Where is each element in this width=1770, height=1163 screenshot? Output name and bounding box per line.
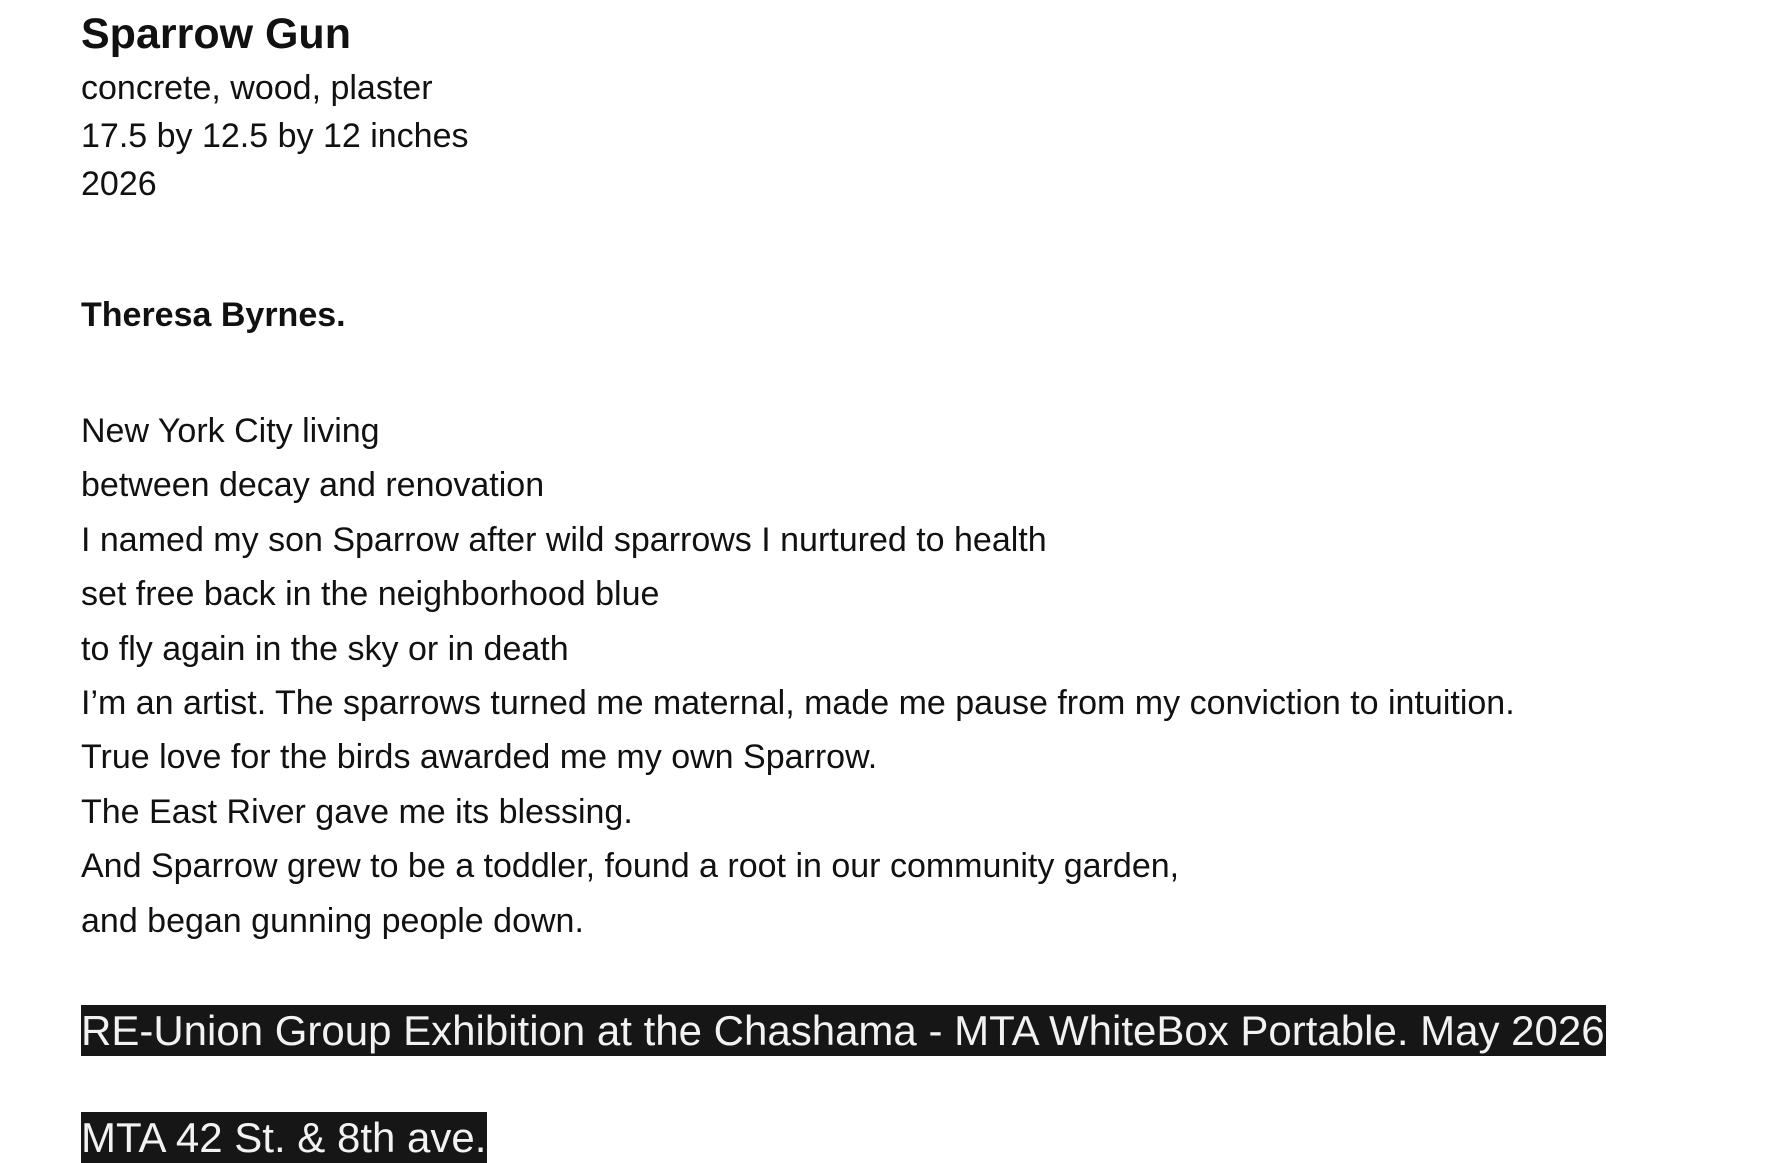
artwork-label [81, 0, 1770, 1161]
poem [81, 404, 1515, 948]
exhibition-location: MTA 42 St. & 8th ave. [81, 1114, 487, 1161]
poem-line: True love for the birds awarded me my own Sparrow. [81, 738, 878, 777]
artist-name: Theresa Byrnes. [81, 296, 346, 334]
poem-line: between decay and renovation [81, 466, 545, 505]
exhibition-name: RE-Union Group Exhibition at the Chashama - MTA WhiteBox Portable. May 2026 [81, 1007, 1605, 1054]
poem-line: to fly again in the sky or in death [81, 629, 569, 668]
artwork-title: Sparrow Gun [81, 10, 351, 58]
poem-line: set free back in the neighborhood blue [81, 575, 660, 614]
poem-line: I’m an artist. The sparrows turned me maternal, made me pause from my conviction to intuition. [81, 684, 1515, 723]
poem-line: New York City living [81, 412, 380, 450]
artwork-year: 2026 [81, 165, 157, 203]
artwork-dimensions: 17.5 by 12.5 by 12 inches [81, 117, 469, 155]
poem-line: And Sparrow grew to be a toddler, found a root in our community garden, [81, 847, 1180, 886]
artwork-medium: concrete, wood, plaster [81, 69, 433, 107]
poem-line: and began gunning people down. [81, 901, 584, 940]
poem-line: I named my son Sparrow after wild sparrows I nurtured to health [81, 520, 1047, 559]
poem-line: The East River gave me its blessing. [81, 792, 633, 831]
